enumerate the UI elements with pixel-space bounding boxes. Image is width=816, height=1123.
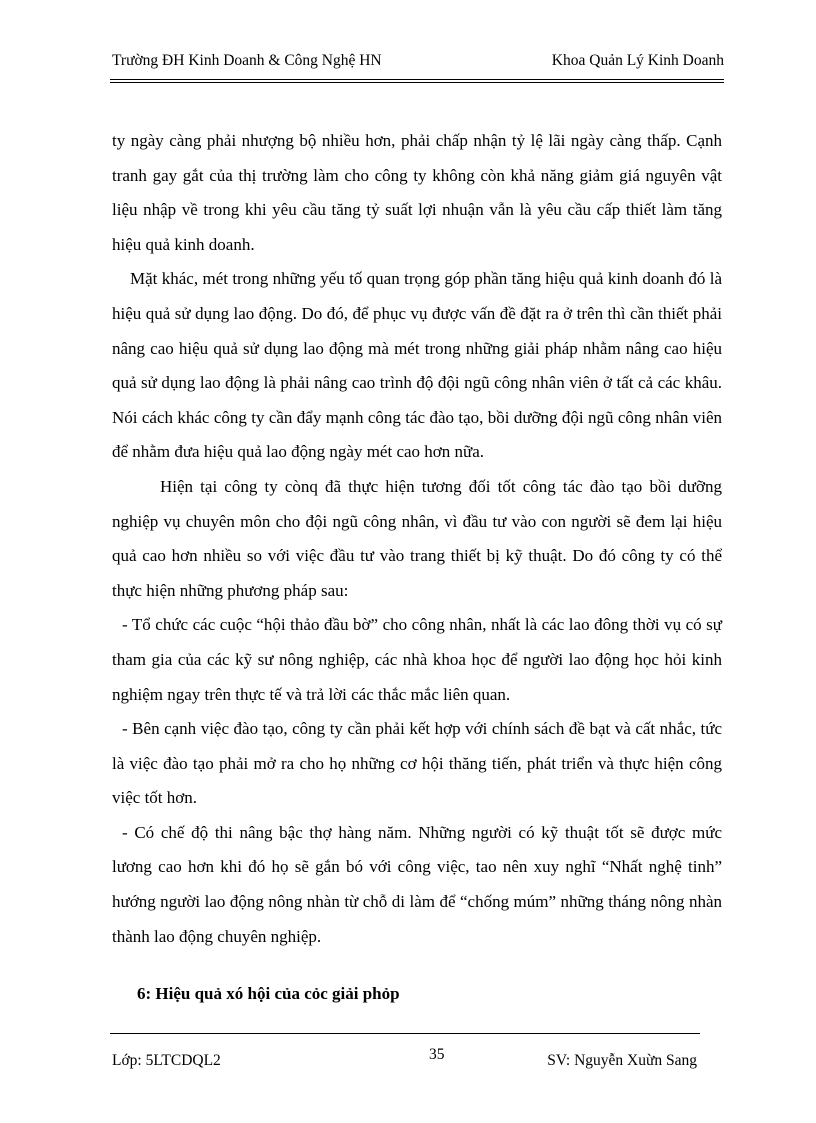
- body-text: [112, 124, 722, 954]
- header-rule-thin: [110, 82, 724, 83]
- section-heading: 6: Hiệu quả xó hội của cỏc giải phỏp: [137, 984, 400, 1003]
- paragraph: Hiện tại công ty cònq đã thực hiện tương đối tốt công tác đào tạo bồi dưỡng nghiệp vụ chuyên môn cho đội ngũ công nhân, vì đầu tư vào con người sẽ đem lại hiệu quả cao hơn nhiều so với việc đầu tư vào trang thiết bị kỹ thuật. Do đó công ty có thể thực hiện những phương pháp sau:: [112, 476, 722, 600]
- page-number: 35: [429, 1046, 445, 1063]
- header-rule: [110, 79, 724, 80]
- header-school-name: Trường ĐH Kinh Doanh & Công Nghệ HN: [112, 52, 382, 69]
- bullet-paragraph: - Bên cạnh việc đào tạo, công ty cần phải kết hợp với chính sách đề bạt và cất nhắc, tức là việc đào tạo phải mở ra cho họ những cơ hội thăng tiến, phát triển và thực hiện công việc tốt hơn.: [112, 719, 722, 808]
- page-header: [112, 52, 724, 76]
- bullet-paragraph: - Tổ chức các cuộc “hội thảo đầu bờ” cho công nhân, nhất là các lao đông thời vụ có sự tham gia của các kỹ sư nông nghiệp, các nhà khoa học để người lao động học hỏi kinh nghiệm ngay trên thực tế và trả lời các thắc mắc liên quan.: [112, 615, 722, 704]
- paragraph: ty ngày càng phải nhượng bộ nhiều hơn, phải chấp nhận tỷ lệ lãi ngày càng thấp. Cạnh tranh gay gắt của thị trường làm cho công ty không còn khả năng giảm giá nguyên vật liệu nhập về trong khi yêu cầu tăng tỷ suất lợi nhuận vẫn là yêu cầu cấp thiết làm tăng hiệu quả kinh doanh.: [112, 131, 722, 254]
- footer-rule: [110, 1033, 700, 1034]
- footer-class: Lớp: 5LTCDQL2: [112, 1052, 221, 1069]
- header-faculty-name: Khoa Quản Lý Kinh Doanh: [551, 52, 724, 69]
- bullet-paragraph: - Có chế độ thi nâng bậc thợ hàng năm. Những người có kỹ thuật tốt sẽ được mức lương cao hơn khi đó họ sẽ gắn bó với công việc, tao nên xuy nghĩ “Nhất nghệ tinh” hướng người lao động nông nhàn từ chỗ di làm để “chống múm” những tháng nông nhàn thành lao động chuyên nghiệp.: [112, 822, 722, 946]
- footer-student: SV: Nguyễn Xuừn Sang: [547, 1052, 697, 1069]
- paragraph: Mặt khác, mét trong những yếu tố quan trọng góp phần tăng hiệu quả kinh doanh đó là hiệu quả sử dụng lao động. Do đó, để phục vụ được vấn đề đặt ra ở trên thì cần thiết phải nâng cao hiệu quả sử dụng lao động mà mét trong những giải pháp nhằm nâng cao hiệu quả sử dụng lao động là phải nâng cao trình độ đội ngũ công nhân viên ở tất cả các khâu. Nói cách khác công ty cần đẩy mạnh công tác đào tạo, bồi dưỡng đội ngũ công nhân viên để nhằm đưa hiệu quả lao động ngày mét cao hơn nữa.: [112, 269, 722, 462]
- page-footer: [112, 1046, 697, 1070]
